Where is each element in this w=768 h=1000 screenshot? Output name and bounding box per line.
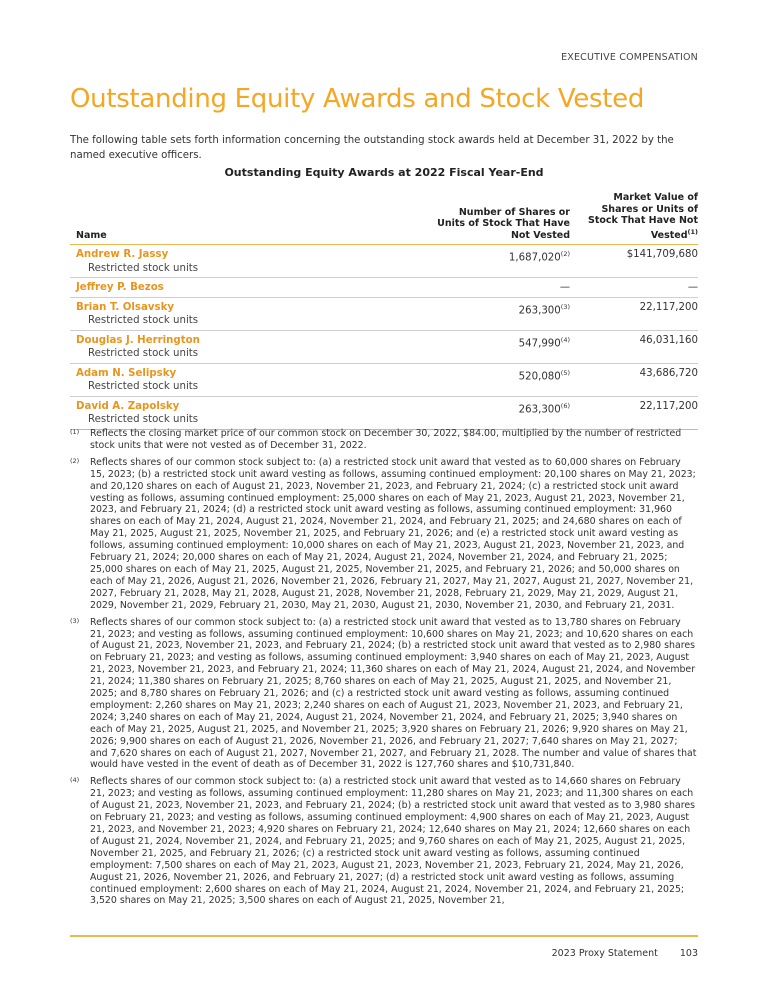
shares-value: 263,300 [518, 404, 561, 416]
executive-name: Jeffrey P. Bezos [76, 282, 164, 294]
shares-cell [430, 330, 570, 363]
page-title: Outstanding Equity Awards and Stock Vested [70, 84, 645, 114]
executive-name: Adam N. Selipsky [76, 367, 177, 379]
col-value-header [570, 188, 698, 245]
page-number: 103 [679, 948, 698, 959]
footnote-text: Reflects shares of our common stock subject to: (a) a restricted stock unit award that vested as to 14,660 shares on February 21, 2023; and vesting as follows, assuming continued employment: 11,280 shares on May 21, 2023; and 11,300 shares on each of August 21, 2023, November 21, 2023, and February 21, 2024; (b) a restricted stock unit award that vested as to 3,980 shares on February 21, 2023; and vesting as follows, assuming continued employment: 4,900 shares on each of May 21, 2023, August 21, 2023, and November 21, 2023; 4,920 shares on February 21, 2024; 12,640 shares on May 21, 2024; 12,660 shares on each of August 21, 2024, November 21, 2024, and February 21, 2025; and 9,760 shares on each of May 21, 2025, August 21, 2025, November 21, 2025, and February 21, 2026; (c) a restricted stock unit award vesting as follows, assuming continued employment: 7,500 shares on each of May 21, 2023, August 21, 2023, November 21, 2023, February 21, 2024, May 21, 2026, August 21, 2026, November 21, 2026, and February 21, 2027; (d) a restricted stock unit award vesting as follows, assuming continued employment: 2,600 shares on each of May 21, 2024, August 21, 2024, November 21, 2024, and February 21, 2025; 3,520 shares on May 21, 2025; 3,500 shares on each of August 21, 2025, November 21, [90, 776, 695, 907]
footnote-text: Reflects shares of our common stock subject to: (a) a restricted stock unit award that vested as to 60,000 shares on February 15, 2023; (b) a restricted stock unit award vesting as follows, assuming continued employment: 20,100 shares on May 21, 2023; and 20,120 shares on each of August 21, 2023, November 21, 2023, and February 21, 2024; (c) a restricted stock unit award vesting as follows, assuming continued employment: 25,000 shares on each of May 21, 2023, August 21, 2023, November 21, 2023, and February 21, 2024; (d) a restricted stock unit award vesting as follows, assuming continued employment: 31,960 shares on each of May 21, 2024, August 21, 2024, November 21, 2024, and February 21, 2025; and 24,680 shares on each of May 21, 2025, August 21, 2025, November 21, 2025, and February 21, 2026; and (e) a restricted stock unit award vesting as follows, assuming continued employment: 10,000 shares on each of May 21, 2023, August 21, 2023, November 21, 2023, and February 21, 2024; 20,000 shares on each of May 21, 2024, August 21, 2024, November 21, 2024, and February 21, 2025; 25,000 shares on each of May 21, 2025, August 21, 2025, November 21, 2025, and February 21, 2026; and 50,000 shares on each of May 21, 2026, August 21, 2026, November 21, 2026, February 21, 2027, May 21, 2027, August 21, 2027, November 21, 2027, February 21, 2028, May 21, 2028, August 21, 2028, November 21, 2028, February 21, 2029, May 21, 2029, August 21, 2029, November 21, 2029, February 21, 2030, May 21, 2030, August 21, 2030, November 21, 2030, and February 21, 2031. [90, 456, 696, 611]
value-cell: 22,117,200 [570, 396, 698, 429]
value-cell: 46,031,160 [570, 330, 698, 363]
award-type: Restricted stock units [88, 348, 199, 360]
footer-divider [70, 935, 698, 937]
footnote-ref: (6) [560, 401, 570, 410]
table-row [70, 278, 698, 298]
footnote-mark: (4) [70, 776, 80, 785]
shares-cell [430, 396, 570, 429]
footnote-mark: (2) [70, 456, 80, 465]
footnote-ref: (2) [560, 250, 570, 259]
name-cell [70, 297, 430, 330]
value-cell: $141,709,680 [570, 245, 698, 278]
footnotes [70, 428, 698, 907]
shares-cell [430, 245, 570, 278]
award-type: Restricted stock units [88, 315, 199, 327]
footnote [70, 457, 698, 612]
shares-cell [430, 363, 570, 396]
name-cell [70, 363, 430, 396]
footnote-ref: (5) [560, 368, 570, 377]
footnote [70, 428, 698, 452]
executive-name: Andrew R. Jassy [76, 249, 169, 261]
award-type: Restricted stock units [88, 262, 199, 274]
shares-value: 1,687,020 [508, 252, 561, 264]
name-cell [70, 278, 430, 298]
footnote [70, 776, 698, 907]
col-shares-header: Number of Shares or Units of Stock That Have Not Vested [430, 188, 570, 245]
page-footer [552, 948, 698, 959]
footnote-text: Reflects shares of our common stock subject to: (a) a restricted stock unit award that vested as to 13,780 shares on February 21, 2023; and vesting as follows, assuming continued employment: 10,600 shares on May 21, 2023; and 10,620 shares on each of August 21, 2023, November 21, 2023, and February 21, 2024; (b) a restricted stock unit award that vested as to 2,980 shares on February 21, 2023; and vesting as follows, assuming continued employment: 3,940 shares on each of May 21, 2023, August 21, 2023, November 21, 2023, and February 21, 2024; 11,360 shares on each of May 21, 2024, August 21, 2024, and November 21, 2024; 11,380 shares on February 21, 2025; 8,760 shares on each of May 21, 2025, August 21, 2025, and November 21, 2025; and 8,780 shares on February 21, 2026; and (c) a restricted stock unit award vesting as follows, assuming continued employment: 2,260 shares on May 21, 2023; 2,240 shares on each of August 21, 2023, November 21, 2023, and February 21, 2024; 3,240 shares on each of May 21, 2024, August 21, 2024, November 21, 2024, and February 21, 2025; 3,940 shares on each of May 21, 2025, August 21, 2025, and November 21, 2025; 3,920 shares on February 21, 2026; 9,920 shares on May 21, 2026; 9,900 shares on each of August 21, 2026, November 21, 2026, and February 21, 2027; 7,640 shares on May 21, 2027; and 7,620 shares on each of August 21, 2027, November 21, 2027, and February 21, 2028. The number and value of shares that would have vested in the event of death as of December 31, 2022 is 127,760 shares and $10,731,840. [90, 616, 697, 771]
table-title: Outstanding Equity Awards at 2022 Fiscal Year-End [224, 166, 544, 179]
value-cell: 22,117,200 [570, 297, 698, 330]
shares-value: 520,080 [518, 371, 561, 383]
col-value-header-text: Market Value of Shares or Units of Stock That Have Not Vested [588, 192, 698, 241]
intro-paragraph: The following table sets forth information concerning the outstanding stock awards held at December 31, 2022 by the named executive officers. [70, 135, 674, 161]
table-header-row [70, 188, 698, 245]
equity-awards-table [70, 188, 698, 430]
shares-value: 263,300 [518, 305, 561, 317]
table-row [70, 245, 698, 278]
value-cell: 43,686,720 [570, 363, 698, 396]
shares-cell [430, 278, 570, 298]
document-name: 2023 Proxy Statement [551, 948, 658, 959]
table-row [70, 363, 698, 396]
table-row [70, 330, 698, 363]
table-row [70, 396, 698, 429]
award-type: Restricted stock units [88, 414, 199, 426]
footnote-ref: (4) [560, 335, 570, 344]
col-value-footnote-ref: (1) [687, 227, 698, 236]
value-cell: — [570, 278, 698, 298]
name-cell [70, 396, 430, 429]
shares-cell [430, 297, 570, 330]
shares-value: — [559, 282, 570, 294]
executive-name: Douglas J. Herrington [76, 334, 200, 346]
footnote-mark: (1) [70, 428, 80, 436]
footnote [70, 617, 698, 772]
name-cell [70, 245, 430, 278]
col-name-header: Name [70, 188, 430, 245]
section-label: EXECUTIVE COMPENSATION [561, 52, 698, 63]
name-cell [70, 330, 430, 363]
executive-name: David A. Zapolsky [76, 400, 180, 412]
table-row [70, 297, 698, 330]
award-type: Restricted stock units [88, 381, 199, 393]
footnote-text: Reflects the closing market price of our common stock on December 30, 2022, $84.00, multiplied by the number of restricted stock units that were not vested as of December 31, 2022. [90, 428, 682, 451]
footnote-mark: (3) [70, 616, 80, 625]
executive-name: Brian T. Olsavsky [76, 301, 174, 313]
footnote-ref: (3) [560, 302, 570, 311]
shares-value: 547,990 [518, 338, 561, 350]
